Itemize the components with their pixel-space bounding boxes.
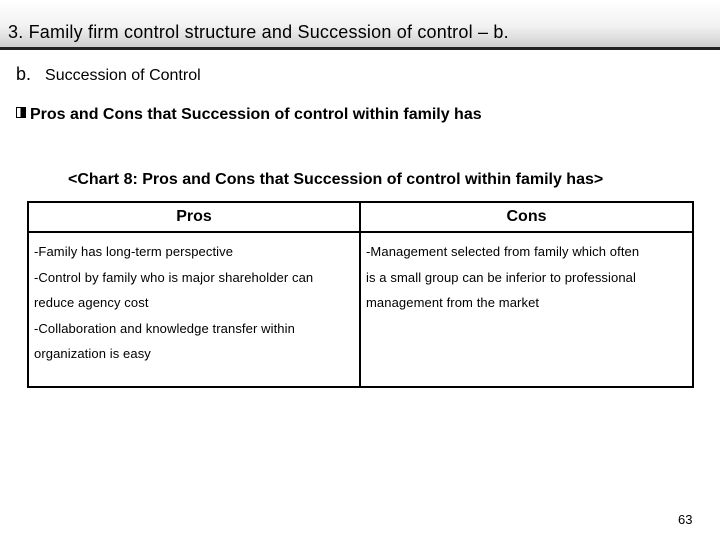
bullet-text: Pros and Cons that Succession of control within family has — [30, 106, 482, 123]
cons-line: -Management selected from family which often — [366, 244, 640, 259]
pros-cell — [28, 232, 360, 387]
pros-cons-table — [27, 201, 694, 388]
cons-header: Cons — [360, 202, 693, 232]
subtitle-letter: b. — [16, 64, 32, 84]
pros-header: Pros — [28, 202, 360, 232]
section-subtitle — [16, 64, 201, 85]
chart-caption: <Chart 8: Pros and Cons that Succession of control within family has> — [68, 171, 604, 188]
page-number: 63 — [678, 512, 693, 527]
pros-line: -Control by family who is major shareholder can — [34, 269, 314, 285]
pros-line: -Family has long-term perspective — [34, 244, 234, 259]
subtitle-text: Succession of Control — [45, 67, 201, 84]
bullet-heading — [16, 106, 482, 124]
slide-title: 3. Family firm control structure and Succession of control – b. — [8, 22, 509, 42]
pros-line: reduce agency cost — [34, 295, 149, 310]
cons-line: is a small group can be inferior to professional — [366, 269, 636, 285]
square-bullet-icon — [16, 107, 26, 118]
title-bar — [0, 0, 720, 50]
cons-line: management from the market — [366, 295, 540, 310]
pros-line: organization is easy — [34, 346, 151, 361]
pros-line: -Collaboration and knowledge transfer within — [34, 320, 295, 336]
cons-cell — [360, 232, 693, 387]
